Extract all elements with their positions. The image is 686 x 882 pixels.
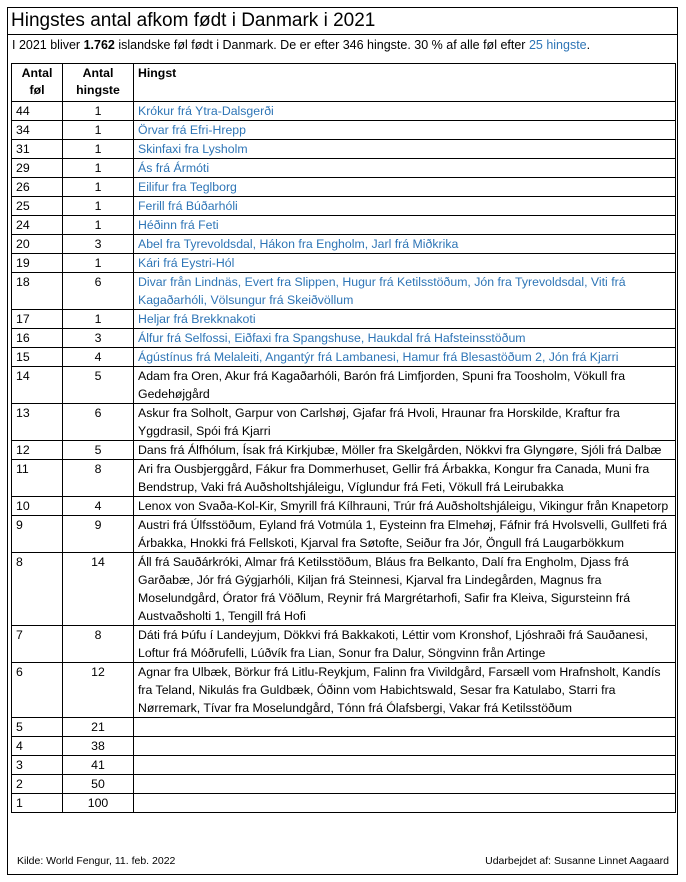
table-row — [12, 367, 676, 404]
stallion-names-cell[interactable]: Eilifur fra Teglborg — [134, 178, 676, 197]
stallion-names-cell: Áll frá Sauðárkróki, Almar frá Ketilsstöðum, Bláus fra Belkanto, Dalí fra Engholm, Djass frá Garðabæ, Jór frá Gýgjarhóli, Kiljan frá Steinnesi, Kjarval fra Lindegården, Magnus fra Moselundgård, Órator frá Vöðlum, Reynir frá Margrétarhofi, Safir fra Kleiva, Sigursteinn frá Austvaðsholti 1, Tengill frá Hofi — [134, 553, 676, 626]
stallion-table — [11, 63, 676, 813]
header-foals-line2: føl — [29, 83, 45, 97]
stallion-count-cell: 6 — [63, 404, 134, 441]
foal-count-cell: 6 — [12, 663, 63, 718]
stallion-count-cell: 4 — [63, 348, 134, 367]
stallion-count-cell: 1 — [63, 140, 134, 159]
stallion-names-cell: Agnar fra Ulbæk, Börkur frá Litlu-Reykjum, Falinn fra Vivildgård, Farsæll vom Hrafnsholt, Kandís fra Teland, Nikulás fra Guldbæk, Óðinn vom Habichtswald, Sesar fra Katulabo, Starri fra Nørremark, Tívar fra Moselundgård, Tónn frá Ólafsbergi, Vakar frá Ketilsstöðum — [134, 663, 676, 718]
foal-count-cell: 19 — [12, 254, 63, 273]
stallion-count-cell: 41 — [63, 756, 134, 775]
stallion-names-cell: Adam fra Oren, Akur frá Kagaðarhóli, Barón frá Limfjorden, Spuni fra Toosholm, Vökull fra Gedehøjgård — [134, 367, 676, 404]
foal-count-cell: 1 — [12, 794, 63, 813]
foal-count-cell: 24 — [12, 216, 63, 235]
stallion-count-cell: 1 — [63, 159, 134, 178]
stallion-names-cell — [134, 718, 676, 737]
table-row — [12, 329, 676, 348]
intro-count: 1.762 — [83, 38, 115, 52]
table-row — [12, 159, 676, 178]
table-row — [12, 273, 676, 310]
stallion-names-cell: Askur fra Solholt, Garpur von Carlshøj, Gjafar frá Hvoli, Hraunar fra Horskilde, Kraftur fra Yggdrasil, Spói frá Kjarri — [134, 404, 676, 441]
foal-count-cell: 20 — [12, 235, 63, 254]
title-divider — [7, 34, 678, 35]
stallion-count-cell: 8 — [63, 626, 134, 663]
header-stallions — [63, 64, 134, 102]
foal-count-cell: 26 — [12, 178, 63, 197]
stallion-count-cell: 12 — [63, 663, 134, 718]
stallion-count-cell: 38 — [63, 737, 134, 756]
stallion-names-cell — [134, 794, 676, 813]
table-row — [12, 775, 676, 794]
stallion-count-cell: 5 — [63, 367, 134, 404]
stallion-names-cell — [134, 737, 676, 756]
stallion-names-cell[interactable]: Heljar frá Brekknakoti — [134, 310, 676, 329]
stallion-names-cell: Ari fra Ousbjerggård, Fákur fra Dommerhuset, Gellir frá Árbakka, Kongur fra Canada, Muni fra Bendstrup, Vaki frá Auðsholtshjáleigu, Víglundur frá Feti, Vökull frá Leirubakka — [134, 460, 676, 497]
stallion-count-cell: 1 — [63, 102, 134, 121]
intro-link-25-stallions[interactable]: 25 hingste — [528, 38, 587, 52]
foal-count-cell: 2 — [12, 775, 63, 794]
foal-count-cell: 9 — [12, 516, 63, 553]
table-header-row — [12, 64, 676, 102]
table-row — [12, 441, 676, 460]
table-row — [12, 794, 676, 813]
stallion-names-cell[interactable]: Kári frá Eystri-Hól — [134, 254, 676, 273]
stallion-count-cell: 8 — [63, 460, 134, 497]
stallion-names-cell[interactable]: Ferill frá Búðarhóli — [134, 197, 676, 216]
table-row — [12, 718, 676, 737]
table-row — [12, 310, 676, 329]
header-stallions-line2: hingste — [76, 83, 120, 97]
foal-count-cell: 5 — [12, 718, 63, 737]
header-foals — [12, 64, 63, 102]
stallion-names-cell[interactable]: Divar från Lindnäs, Evert fra Slippen, Hugur frá Ketilsstöðum, Jón fra Tyrevoldsdal, Viti frá Kagaðarhóli, Völsungur frá Skeiðvöllum — [134, 273, 676, 310]
stallion-names-cell[interactable]: Örvar frá Efri-Hrepp — [134, 121, 676, 140]
stallion-names-cell[interactable]: Héðinn frá Feti — [134, 216, 676, 235]
header-foals-line1: Antal — [21, 66, 53, 80]
stallion-count-cell: 1 — [63, 197, 134, 216]
intro-part3: . — [586, 38, 591, 52]
table-row — [12, 756, 676, 775]
table-row — [12, 121, 676, 140]
stallion-count-cell: 5 — [63, 441, 134, 460]
stallion-names-cell: Dáti frá Þúfu í Landeyjum, Dökkvi frá Bakkakoti, Léttir vom Kronshof, Ljóshraði frá Sauðanesi, Loftur frá Móðrufelli, Lúðvík fra Lian, Sonur fra Dalur, Söngvinn från Artinge — [134, 626, 676, 663]
table-row — [12, 348, 676, 367]
stallion-count-cell: 9 — [63, 516, 134, 553]
stallion-names-cell[interactable]: Skinfaxi fra Lysholm — [134, 140, 676, 159]
stallion-names-cell — [134, 756, 676, 775]
table-row — [12, 626, 676, 663]
stallion-count-cell: 3 — [63, 329, 134, 348]
foal-count-cell: 4 — [12, 737, 63, 756]
stallion-count-cell: 100 — [63, 794, 134, 813]
header-names: Hingst — [134, 64, 676, 102]
stallion-names-cell[interactable]: Abel fra Tyrevoldsdal, Hákon fra Engholm, Jarl frá Miðkrika — [134, 235, 676, 254]
stallion-count-cell: 21 — [63, 718, 134, 737]
foal-count-cell: 15 — [12, 348, 63, 367]
foal-count-cell: 12 — [12, 441, 63, 460]
stallion-count-cell: 1 — [63, 178, 134, 197]
page-title: Hingstes antal afkom født i Danmark i 2021 — [11, 10, 376, 31]
foal-count-cell: 8 — [12, 553, 63, 626]
table-body — [12, 102, 676, 813]
stallion-count-cell: 6 — [63, 273, 134, 310]
stallion-count-cell: 14 — [63, 553, 134, 626]
stallion-count-cell: 1 — [63, 310, 134, 329]
foal-count-cell: 25 — [12, 197, 63, 216]
table-row — [12, 404, 676, 441]
table-row — [12, 254, 676, 273]
foal-count-cell: 7 — [12, 626, 63, 663]
table-row — [12, 460, 676, 497]
foal-count-cell: 16 — [12, 329, 63, 348]
foal-count-cell: 3 — [12, 756, 63, 775]
header-stallions-line1: Antal — [82, 66, 114, 80]
intro-text — [12, 37, 590, 53]
stallion-count-cell: 1 — [63, 254, 134, 273]
stallion-names-cell[interactable]: Ágústínus frá Melaleiti, Angantýr frá Lambanesi, Hamur frá Blesastöðum 2, Jón frá Kjarri — [134, 348, 676, 367]
foal-count-cell: 31 — [12, 140, 63, 159]
table-row — [12, 216, 676, 235]
foal-count-cell: 14 — [12, 367, 63, 404]
stallion-names-cell[interactable]: Ás frá Ármóti — [134, 159, 676, 178]
stallion-names-cell — [134, 775, 676, 794]
author-note: Udarbejdet af: Susanne Linnet Aagaard — [485, 855, 669, 867]
table-row — [12, 516, 676, 553]
stallion-names-cell[interactable]: Álfur frá Selfossi, Eiðfaxi fra Spangshuse, Haukdal frá Hafsteinsstöðum — [134, 329, 676, 348]
table-row — [12, 497, 676, 516]
stallion-names-cell[interactable]: Krókur frá Ytra-Dalsgerði — [134, 102, 676, 121]
table-row — [12, 663, 676, 718]
stallion-names-cell: Austri frá Úlfsstöðum, Eyland frá Votmúla 1, Eysteinn fra Elmehøj, Fáfnir frá Hvolsvelli, Gullfeti frá Árbakka, Hnokki frá Fellskoti, Kjarval fra Søtofte, Seiður fra Jór, Öngull frá Laugarbökkum — [134, 516, 676, 553]
table-row — [12, 553, 676, 626]
table-row — [12, 178, 676, 197]
stallion-names-cell: Dans frá Álfhólum, Ísak frá Kirkjubæ, Möller fra Skelgården, Nökkvi fra Glyngøre, Sjóli frá Dalbæ — [134, 441, 676, 460]
table-row — [12, 235, 676, 254]
table-row — [12, 737, 676, 756]
intro-part2: islandske føl født i Danmark. De er efter 346 hingste. 30 % af alle føl efter — [114, 38, 529, 52]
stallion-count-cell: 4 — [63, 497, 134, 516]
foal-count-cell: 17 — [12, 310, 63, 329]
foal-count-cell: 18 — [12, 273, 63, 310]
source-note: Kilde: World Fengur, 11. feb. 2022 — [17, 855, 176, 867]
stallion-count-cell: 1 — [63, 121, 134, 140]
foal-count-cell: 11 — [12, 460, 63, 497]
stallion-count-cell: 1 — [63, 216, 134, 235]
stallion-count-cell: 3 — [63, 235, 134, 254]
foal-count-cell: 44 — [12, 102, 63, 121]
foal-count-cell: 10 — [12, 497, 63, 516]
stallion-count-cell: 50 — [63, 775, 134, 794]
intro-part1: I 2021 bliver — [12, 38, 84, 52]
table-row — [12, 140, 676, 159]
foal-count-cell: 34 — [12, 121, 63, 140]
table-row — [12, 197, 676, 216]
foal-count-cell: 13 — [12, 404, 63, 441]
stallion-names-cell: Lenox von Svaða-Kol-Kir, Smyrill frá Kílhrauni, Trúr frá Auðsholtshjáleigu, Vikingur från Knapetorp — [134, 497, 676, 516]
table-row — [12, 102, 676, 121]
foal-count-cell: 29 — [12, 159, 63, 178]
